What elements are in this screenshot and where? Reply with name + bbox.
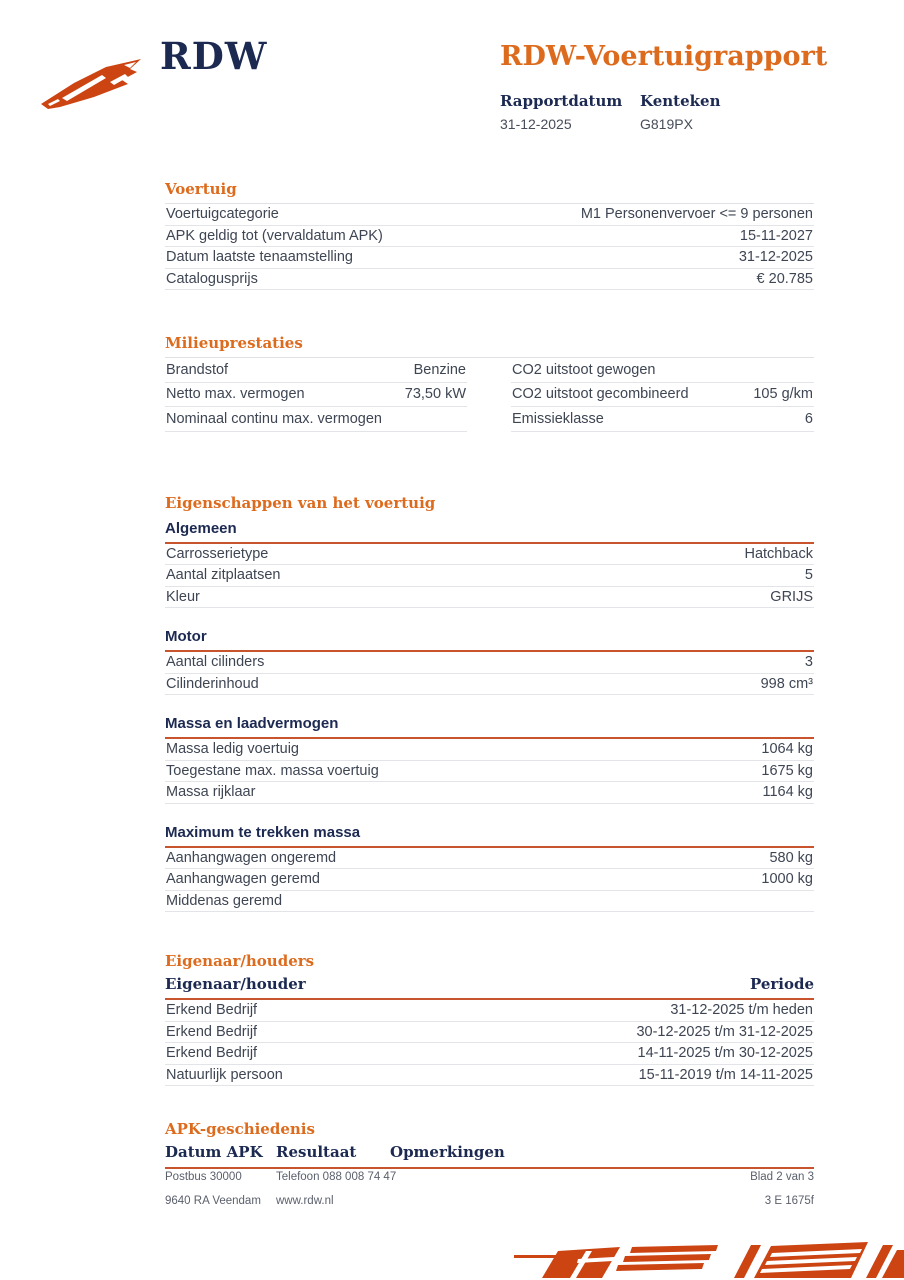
- row-label: Catalogusprijs: [166, 270, 258, 287]
- footer-website: www.rdw.nl: [276, 1195, 334, 1207]
- owner-period: 31-12-2025 t/m heden: [670, 1002, 813, 1018]
- apk-table-header: [165, 1143, 814, 1169]
- massa-rows: [165, 739, 814, 804]
- page-title: RDW-Voertuigrapport: [500, 41, 828, 72]
- row-value: € 20.785: [756, 270, 813, 287]
- table-row: [165, 869, 814, 891]
- table-row: [165, 761, 814, 783]
- report-body: [165, 180, 814, 1169]
- kenteken-block: [640, 92, 720, 132]
- owner-period: 15-11-2019 t/m 14-11-2025: [638, 1066, 813, 1083]
- eigenaar-table-header: [165, 975, 814, 1000]
- row-label: APK geldig tot (vervaldatum APK): [166, 227, 383, 244]
- row-label: Aanhangwagen ongeremd: [166, 849, 337, 866]
- table-row: [165, 1065, 814, 1087]
- table-row: [165, 1000, 814, 1022]
- row-value: 15-11-2027: [739, 227, 813, 244]
- column-header-datum-apk: Datum APK: [165, 1143, 263, 1161]
- subsection-title: Algemeen: [165, 520, 814, 544]
- row-label: Kleur: [166, 588, 200, 605]
- trekken-massa-rows: [165, 848, 814, 913]
- row-value: Benzine: [413, 361, 466, 378]
- report-date-block: [500, 92, 640, 132]
- subsection-motor: [165, 628, 814, 695]
- rdw-logo-text: RDW: [160, 34, 268, 78]
- row-label: Aantal zitplaatsen: [166, 567, 281, 583]
- report-date-value: 31-12-2025: [500, 115, 572, 132]
- report-header: [500, 41, 828, 132]
- speed-stripes-graphic: [514, 1232, 904, 1280]
- row-label: Massa rijklaar: [166, 784, 256, 800]
- table-row: [165, 565, 814, 587]
- section-apk-geschiedenis: [165, 1120, 814, 1169]
- table-row: [165, 1022, 814, 1044]
- table-row: [511, 383, 814, 408]
- section-voertuig: [165, 180, 814, 290]
- subsection-title: Massa en laadvermogen: [165, 715, 814, 739]
- row-label: Brandstof: [166, 361, 229, 378]
- row-label: CO2 uitstoot gecombineerd: [512, 386, 689, 402]
- milieuprestaties-grid: [165, 357, 814, 432]
- table-row: [165, 674, 814, 696]
- row-value: 31-12-2025: [738, 249, 813, 265]
- section-title-apk: APK-geschiedenis: [165, 1120, 315, 1138]
- table-row: [165, 652, 814, 674]
- row-value: M1 Personenvervoer <= 9 personen: [580, 206, 813, 222]
- section-title-eigenschappen: Eigenschappen van het voertuig: [165, 493, 436, 512]
- row-label: Netto max. vermogen: [166, 386, 305, 402]
- table-row: [165, 782, 814, 804]
- row-value: 3: [804, 654, 813, 670]
- row-label: Carrosserietype: [166, 545, 269, 562]
- table-row: [165, 269, 814, 291]
- row-value: 5: [804, 567, 813, 583]
- table-row: [165, 544, 814, 566]
- row-value: GRIJS: [770, 588, 813, 605]
- column-header-eigenaar: Eigenaar/houder: [165, 975, 306, 993]
- footer-form-code: 3 E 1675f: [764, 1195, 814, 1207]
- subsection-trekken-massa: [165, 824, 814, 913]
- row-label: Cilinderinhoud: [166, 675, 259, 692]
- subsection-title: Motor: [165, 628, 814, 652]
- table-row: [165, 358, 467, 383]
- section-title-eigenaar: Eigenaar/houders: [165, 952, 315, 970]
- table-row: [511, 358, 814, 383]
- table-row: [165, 587, 814, 609]
- row-value: 1064 kg: [761, 741, 813, 757]
- table-row: [165, 204, 814, 226]
- column-header-periode: Periode: [749, 975, 814, 993]
- row-label: Voertuigcategorie: [166, 206, 279, 222]
- column-header-resultaat: Resultaat: [276, 1143, 357, 1161]
- footer-phone: Telefoon 088 008 74 47: [276, 1171, 397, 1183]
- section-title-voertuig: Voertuig: [165, 180, 237, 198]
- row-value: 1000 kg: [761, 871, 813, 887]
- owner-period: 14-11-2025 t/m 30-12-2025: [637, 1045, 813, 1061]
- table-row: [511, 407, 814, 432]
- page-footer: [165, 1171, 814, 1219]
- footer-city: 9640 RA Veendam: [165, 1195, 261, 1207]
- footer-line-2: [165, 1195, 814, 1207]
- row-label: CO2 uitstoot gewogen: [512, 361, 656, 378]
- row-label: Aanhangwagen geremd: [166, 871, 320, 887]
- table-row: [165, 1043, 814, 1065]
- table-row: [165, 739, 814, 761]
- owner-name: Erkend Bedrijf: [166, 1002, 258, 1018]
- row-label: Massa ledig voertuig: [166, 741, 299, 757]
- subsection-title: Maximum te trekken massa: [165, 824, 814, 848]
- subsection-massa: [165, 715, 814, 804]
- row-value: 1675 kg: [761, 762, 813, 779]
- owner-name: Natuurlijk persoon: [166, 1066, 283, 1083]
- rdw-logo-icon: [40, 54, 144, 112]
- table-row: [165, 407, 467, 432]
- row-value: Hatchback: [744, 545, 813, 562]
- row-label: Toegestane max. massa voertuig: [166, 762, 379, 779]
- owner-name: Erkend Bedrijf: [166, 1023, 258, 1040]
- footer-pobox: Postbus 30000: [165, 1171, 242, 1183]
- table-row: [165, 226, 814, 248]
- subsection-algemeen: [165, 520, 814, 609]
- eigenaar-rows: [165, 1000, 814, 1086]
- report-date-label: Rapportdatum: [500, 91, 623, 110]
- row-value: 998 cm³: [760, 675, 813, 692]
- row-label: Middenas geremd: [166, 892, 283, 909]
- table-row: [165, 383, 467, 408]
- row-label: Nominaal continu max. vermogen: [166, 410, 382, 427]
- table-row: [165, 891, 814, 913]
- row-label: Emissieklasse: [512, 410, 604, 427]
- section-eigenaar-houders: [165, 952, 814, 1086]
- algemeen-rows: [165, 544, 814, 609]
- section-milieuprestaties: [165, 334, 814, 432]
- owner-period: 30-12-2025 t/m 31-12-2025: [636, 1023, 813, 1040]
- voertuig-rows: [165, 203, 814, 290]
- table-row: [165, 848, 814, 870]
- row-value: 1164 kg: [762, 784, 813, 800]
- footer-line-1: [165, 1171, 814, 1183]
- report-meta: [500, 92, 816, 132]
- row-value: 73,50 kW: [404, 386, 466, 402]
- table-row: [165, 247, 814, 269]
- footer-page-number: Blad 2 van 3: [750, 1171, 814, 1183]
- row-value: 105 g/km: [753, 386, 813, 402]
- row-label: Datum laatste tenaamstelling: [166, 249, 353, 265]
- kenteken-label: Kenteken: [640, 91, 721, 110]
- section-title-milieuprestaties: Milieuprestaties: [165, 334, 303, 352]
- row-value: 6: [804, 410, 813, 427]
- section-eigenschappen: [165, 494, 814, 913]
- motor-rows: [165, 652, 814, 695]
- column-header-opmerkingen: Opmerkingen: [390, 1143, 505, 1161]
- row-label: Aantal cilinders: [166, 654, 265, 670]
- row-value: 580 kg: [769, 849, 813, 866]
- kenteken-value: G819PX: [640, 115, 693, 132]
- owner-name: Erkend Bedrijf: [166, 1045, 258, 1061]
